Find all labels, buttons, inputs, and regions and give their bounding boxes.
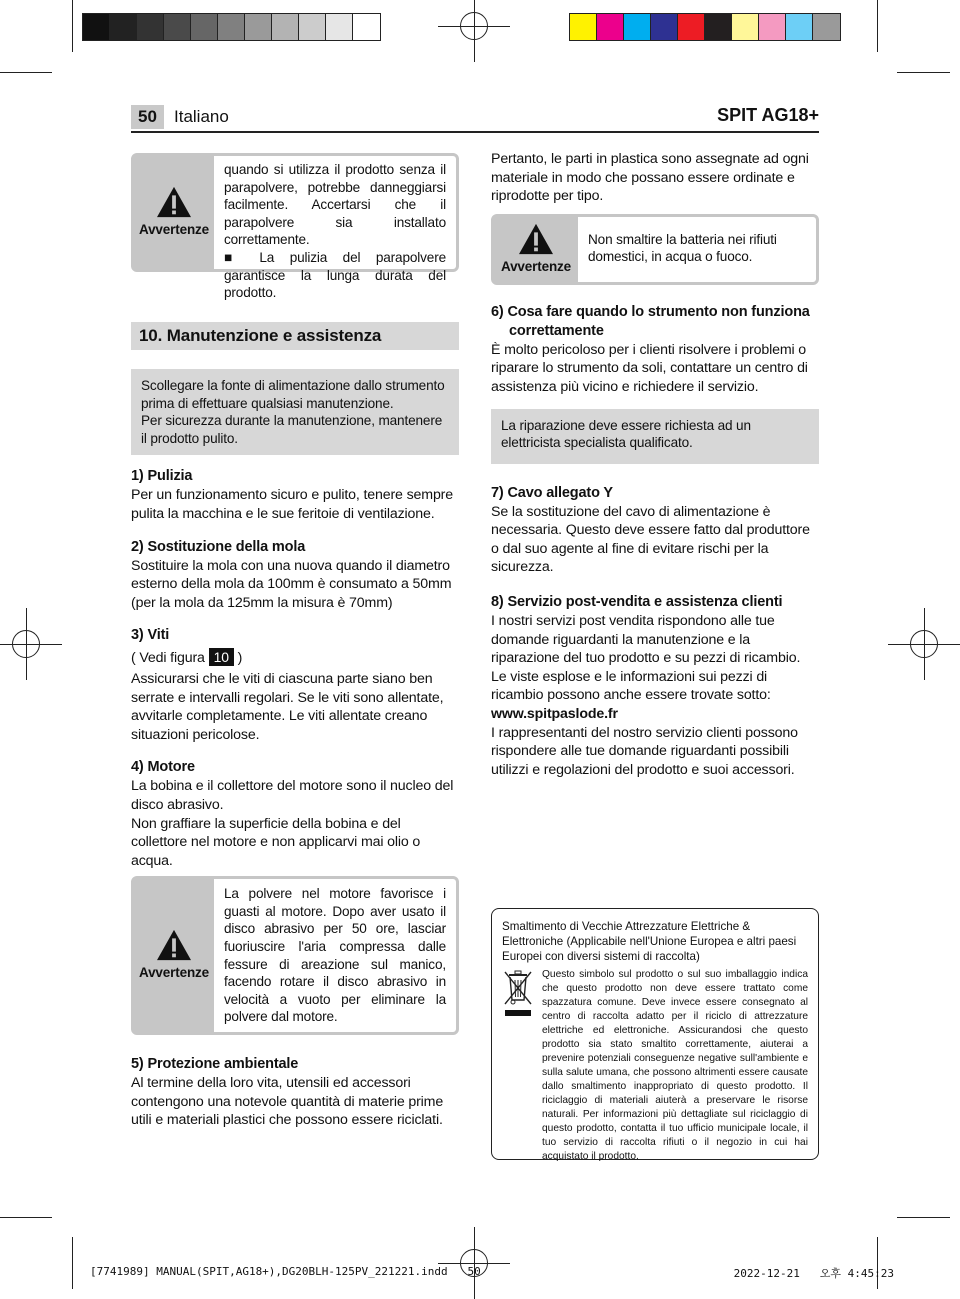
warning-box: [131, 876, 459, 1035]
crop-mark: [72, 0, 73, 52]
subsection-title: 3) Viti: [131, 627, 170, 644]
subsection-title: 7) Cavo allegato Y: [491, 484, 613, 501]
warning-side: [134, 156, 214, 269]
color-swatch: [245, 14, 272, 40]
color-swatch: [624, 14, 651, 40]
warning-bullet: ■ La pulizia del parapolvere garantisce la lunga durata del prodotto.: [224, 249, 446, 301]
color-swatch: [353, 14, 380, 40]
figure-reference: [131, 648, 459, 668]
color-swatch: [218, 14, 245, 40]
color-swatch: [651, 14, 678, 40]
crop-mark: [897, 72, 950, 73]
header-rule: [131, 131, 819, 133]
warning-text: La polvere nel motore favorisce i guasti al motore. Dopo aver usato il disco abrasivo per 50 ore, lasciar fuoriuscire l'aria compressa dalle fessure di areazione sul manico, facendo rotare il disco abrasivo in velocità a vuoto per eliminare la polvere dal motore.: [224, 886, 446, 1025]
color-swatch: [164, 14, 191, 40]
color-swatch: [786, 14, 813, 40]
subsection-title: 6) Cosa fare quando lo strumento non funziona correttamente: [491, 303, 810, 339]
warning-side: [134, 879, 214, 1032]
body-text: Sostituire la mola con una nuova quando il diametro esterno della mola da 100mm è consumato a 50mm (per la mola da 125mm la misura è 70mm): [131, 557, 452, 611]
warning-label: Avvertenze: [500, 258, 572, 274]
section-title: 10. Manutenzione e assistenza: [131, 322, 459, 350]
color-swatch: [813, 14, 840, 40]
subsection-title: 2) Sostituzione della mola: [131, 538, 306, 555]
weee-title: Smaltimento di Vecchie Attrezzature Elettriche & Elettroniche (Applicabile nell'Unione Europea e altri paesi Europei con diversi sistemi di raccolta): [502, 920, 797, 963]
color-swatch: [732, 14, 759, 40]
figure-reference-pre: ( Vedi figura: [131, 650, 205, 667]
body-text: È molto pericoloso per i clienti risolvere i problemi o riparare lo strumento da soli, contattare un centro di assistenza più vicino e richiedere il servizio.: [491, 341, 808, 395]
note-box: La riparazione deve essere richiesta ad un elettricista specialista qualificato.: [491, 409, 819, 464]
color-swatch-bar: [569, 13, 841, 41]
body-text: I rappresentanti del nostro servizio clienti possono rispondere alle tue domande riguardanti possibili utilizzi e regolazioni del prodotto e suoi accessori.: [491, 724, 798, 778]
footer-timestamp: 2022-12-21 오후 4:45:23: [733, 1267, 894, 1280]
warning-box: [131, 153, 459, 301]
weee-text: Questo simbolo sul prodotto o sul suo imballaggio indica che questo prodotto non deve essere trattato come spazzatura comune. Deve invece essere consegnato al centro di raccolta adatto per il riciclo di attrezzature elettriche ed elettroniche. Assicurandosi che questo prodotto sia stato smaltito correttamente, aiuterai a prevenire potenziali conseguenze negative sull'ambiente e sulla salute umana, che possono altrimenti essere causate dallo smaltimento inappropriato di questo prodotto. Il riciclaggio di materiali aiuterà a preservare le risorse naturali. Per informazioni più dettagliate sul riciclaggio di questo prodotto, contatta il tuo ufficio municipale locale, il tuo servizio di raccolta rifiuti o il negozio in cui hai acquistato il prodotto.: [542, 969, 808, 1162]
body-text: Al termine della loro vita, utensili ed accessori contengono una notevole quantità di materie prime utili e materiali plastici che possono essere riciclati.: [131, 1075, 444, 1129]
crop-mark: [877, 1237, 878, 1289]
body-text: Per un funzionamento sicuro e pulito, tenere sempre pulita la macchina e le sue feritoie di ventilazione.: [131, 487, 454, 522]
color-swatch: [678, 14, 705, 40]
color-swatch: [597, 14, 624, 40]
intro-text: Scollegare la fonte di alimentazione dallo strumento prima di effettuare qualsiasi manutenzione.: [141, 378, 445, 411]
crop-mark: [877, 0, 878, 52]
warning-triangle-icon: [155, 185, 193, 219]
warning-box: [491, 214, 819, 285]
registration-mark: [6, 624, 46, 664]
warning-label: Avvertenze: [138, 222, 210, 238]
warning-label: Avvertenze: [138, 965, 210, 981]
body-text: La bobina e il collettore del motore sono il nucleo del disco abrasivo.: [131, 778, 454, 813]
subsection-title: 1) Pulizia: [131, 468, 193, 485]
body-text: I nostri servizi post vendita rispondono alle tue domande riguardanti la manutenzione e la riparazione del tuo prodotto e su pezzi di ricambio. Le viste esplose e le informazioni sui pezzi di ricambio possono anche essere trovate sotto:: [491, 612, 801, 704]
body-text: Assicurarsi che le viti di ciascuna parte siano ben serrate e intervalli regolari. Se le viti sono allentate, avvitarle completamente. Le viti allentate creano situazioni pericolose.: [131, 670, 444, 743]
intro-text: Per sicurezza durante la manutenzione, mantenere il prodotto pulito.: [141, 413, 443, 446]
warning-paragraph: quando si utilizza il prodotto senza il parapolvere, potrebbe danneggiarsi facilmente. Accertarsi che il parapolvere sia installato correttamente.: [224, 162, 446, 248]
website-link[interactable]: www.spitpaslode.fr: [491, 705, 618, 722]
language-label: Italiano: [174, 107, 229, 126]
crop-mark: [0, 72, 52, 73]
subsection-title: 4) Motore: [131, 759, 195, 776]
registration-mark: [904, 624, 944, 664]
crossed-bin-icon: [502, 968, 534, 1018]
color-swatch: [326, 14, 353, 40]
right-column: [491, 150, 819, 779]
crop-mark: [72, 1237, 73, 1289]
weee-body: [502, 968, 808, 1164]
warning-side: [494, 217, 578, 282]
body-text: Non graffiare la superficie della bobina e del collettore nel motore e non applicarvi mai olio o acqua.: [131, 815, 421, 869]
color-swatch: [83, 14, 110, 40]
warning-triangle-icon: [517, 222, 555, 256]
color-swatch: [759, 14, 786, 40]
figure-number-badge: 10: [209, 648, 234, 666]
color-swatch: [272, 14, 299, 40]
figure-reference-post: ): [237, 650, 243, 667]
color-swatch: [110, 14, 137, 40]
color-swatch: [705, 14, 732, 40]
crop-mark: [897, 1217, 950, 1218]
warning-text: Non smaltire la batteria nei rifiuti domestici, in acqua o fuoco.: [588, 231, 777, 265]
footer-file-info: [7741989] MANUAL(SPIT,AG18+),DG20BLH-125PV_221221.indd 50: [90, 1265, 481, 1278]
color-swatch: [570, 14, 597, 40]
gray-swatch-bar: [82, 13, 381, 41]
crop-mark: [0, 1217, 52, 1218]
color-swatch: [191, 14, 218, 40]
intro-box: [131, 369, 459, 455]
color-swatch: [137, 14, 164, 40]
page-number: 50: [131, 105, 164, 129]
subsection-title: 5) Protezione ambientale: [131, 1056, 299, 1073]
warning-triangle-icon: [155, 928, 193, 962]
model-title: SPIT AG18+: [717, 105, 819, 125]
registration-mark: [454, 6, 494, 46]
subsection-title: 8) Servizio post-vendita e assistenza clienti: [491, 593, 783, 610]
color-swatch: [299, 14, 326, 40]
left-column: [131, 153, 459, 1130]
body-text: Pertanto, le parti in plastica sono assegnate ad ogni materiale in modo che possano essere ordinate e riprodotte per tipo.: [491, 151, 809, 205]
warning-text: [214, 156, 456, 301]
body-text: Se la sostituzione del cavo di alimentazione è necessaria. Questo deve essere fatto dal produttore o dal suo agente al fine di evitare rischi per la sicurezza.: [491, 503, 810, 576]
weee-icon-wrap: [502, 968, 542, 1164]
weee-disposal-box: [491, 908, 819, 1160]
